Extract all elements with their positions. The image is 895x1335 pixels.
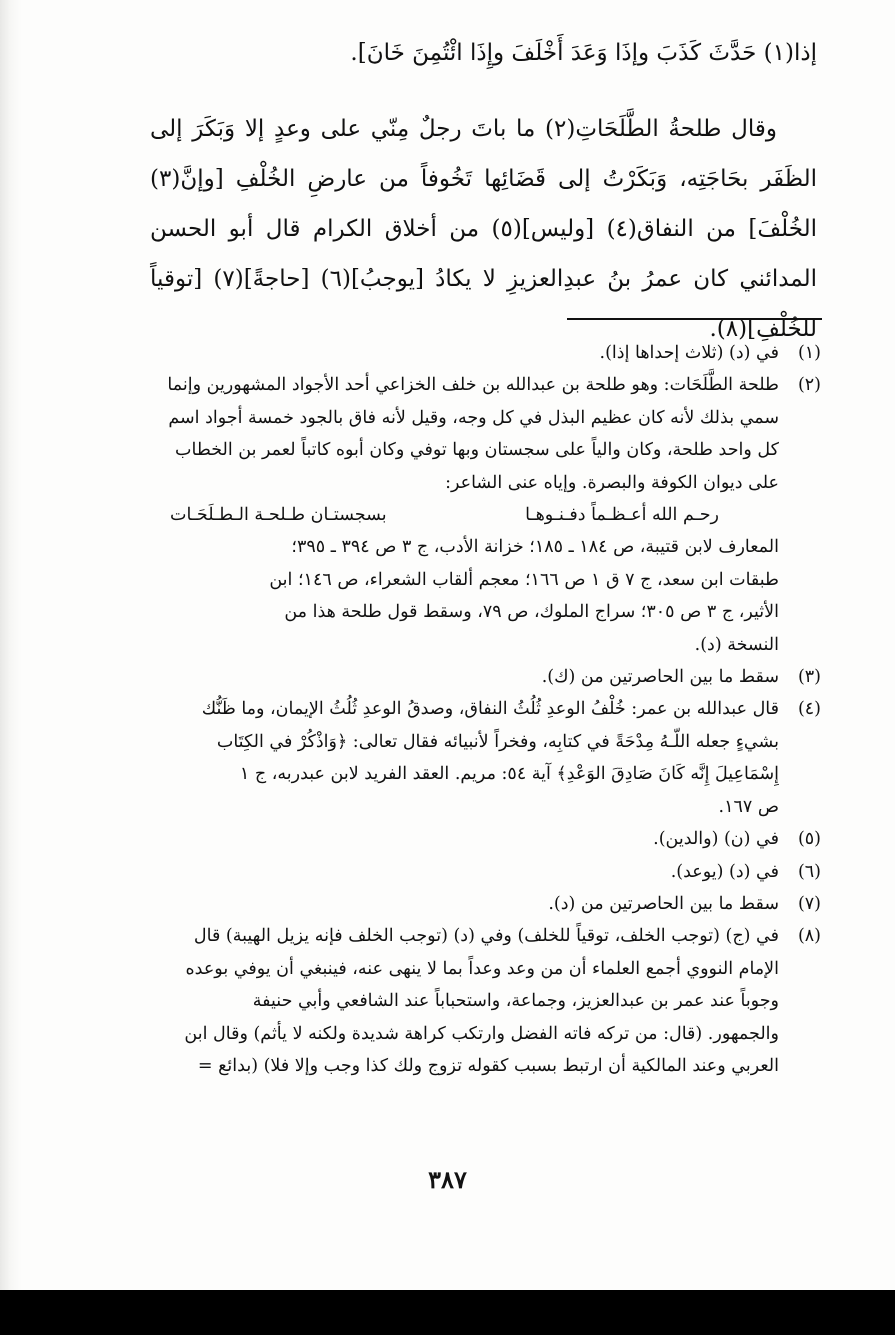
footnote-body xyxy=(150,337,779,369)
footnote-3 xyxy=(150,661,821,693)
footnote-1 xyxy=(150,337,821,369)
footnote-line: بشيءٍ جعله اللّـهُ مِدْحَةً في كتابِه، وفخراً لأنبيائه فقال تعالى: ﴿وَاذْكُرْ في الكِتَاب xyxy=(216,731,779,752)
footnote-number: (٤) xyxy=(797,699,821,720)
footnote-number: (٨) xyxy=(797,926,821,947)
footnote-number: (٦) xyxy=(797,861,821,882)
footnote-7 xyxy=(150,888,821,920)
poetry-verse xyxy=(150,499,779,531)
footnote-line: المعارف لابن قتيبة، ص ١٨٤ ـ ١٨٥؛ خزانة الأدب، ج ٣ ص ٣٩٤ ـ ٣٩٥؛ xyxy=(291,537,779,558)
main-text xyxy=(150,28,817,354)
footnote-line: وجوباً عند عمر بن عبدالعزيز، وجماعة، واستحباباً عند الشافعي وأبي حنيفة xyxy=(252,991,779,1012)
footnote-body xyxy=(150,693,779,823)
footnote-line: النسخة (د). xyxy=(694,634,779,655)
footnote-line: في (ج) (توجب الخلف، توقياً للخلف) وفي (د) (توجب الخلف فإنه يزيل الهيبة) قال xyxy=(193,926,779,947)
footnote-line: على ديوان الكوفة والبصرة. وإياه عنى الشاعر: xyxy=(445,472,779,493)
footnote-line: طلحة الطَّلَحَات: وهو طلحة بن عبدالله بن خلف الخزاعي أحد الأجواد المشهورين وإنما xyxy=(167,375,779,396)
footnote-number: (٢) xyxy=(797,375,821,396)
main-paragraph-1: إذا(١) حَدَّثَ كَذَبَ وإذَا وَعَدَ أَخْلَفَ وإِذَا ائْتُمِنَ خَانَ]. xyxy=(350,40,817,66)
footnote-line: في (د) (ثلاث إحداها إذا). xyxy=(599,343,779,363)
footnote-body xyxy=(150,661,779,693)
footnote-line: طبقات ابن سعد، ج ٧ ق ١ ص ١٦٦؛ معجم ألقاب الشعراء، ص ١٤٦؛ ابن xyxy=(269,569,779,590)
footnote-line: والجمهور. (قال: من تركه فاته الفضل وارتكب كراهة شديدة ولكنه لا يأثم) وقال ابن xyxy=(184,1023,779,1044)
footnote-6 xyxy=(150,856,821,888)
footnote-body xyxy=(150,369,779,661)
footnote-5 xyxy=(150,823,821,855)
footnote-line: إِسْمَاعِيلَ إِنَّه كَانَ صَادِقَ الوَعْدِ﴾ آية ٥٤: مريم. العقد الفريد لابن عبدربه، ج ١ xyxy=(239,764,779,785)
verse-hemistich-2: بسجستـان طـلحـة الـطـلَحَـات xyxy=(170,505,387,526)
scan-bottom-border xyxy=(0,1290,895,1335)
footnote-body xyxy=(150,888,779,920)
footnote-line: ص ١٦٧. xyxy=(718,796,779,817)
footnote-separator xyxy=(567,318,822,320)
page-number: ٣٨٧ xyxy=(428,1165,467,1194)
footnote-line: في (ن) (والدين). xyxy=(653,829,779,850)
footnote-body xyxy=(150,920,779,1082)
footnote-line: كل واحد طلحة، وكان والياً على سجستان وبها توفي وكان أبوه كاتباً لعمر بن الخطاب xyxy=(175,440,779,461)
footnote-number: (٥) xyxy=(797,829,821,850)
main-paragraph-2: وقال طلحةُ الطَّلَحَاتِ(٢) ما باتَ رجلٌ مِنّي على وعدٍ إلا وَبَكَرَ إلى الظَفَر بحَاجَتِه، وَبَكَرْتُ إلى قَضَائِها تَخُوفاً من عارضِ الخُلْفِ [وإنَّ(٣) الخُلْفَ] من النفاق(٤) [وليس](٥) من أخلاق الكرام قال أبو الحسن المدائني كان عمرُ بنُ عبدِالعزيزِ لا يكادُ [يوجبُ](٦) [حاجةً](٧) [توقياً للخُلْفِ](٨). xyxy=(150,116,817,342)
footnotes xyxy=(150,337,821,1082)
footnote-body xyxy=(150,856,779,888)
footnote-number: (١) xyxy=(797,343,821,363)
footnote-line: قال عبدالله بن عمر: خُلْفُ الوعدِ ثُلُثُ النفاق، وصدقُ الوعدِ ثُلُثُ الإيمان، وما ظَنُّك xyxy=(201,699,779,720)
footnote-line: العربي وعند المالكية أن ارتبط بسبب كقوله تزوج ولك كذا وجب وإلا فلا) (بدائع = xyxy=(197,1055,779,1076)
footnote-2 xyxy=(150,369,821,661)
footnote-number: (٣) xyxy=(797,667,821,688)
verse-hemistich-1: رحـم الله أعـظـماً دفـنـوهـا xyxy=(525,505,719,526)
page-gutter-shadow xyxy=(0,0,22,1290)
footnote-line: سقط ما بين الحاصرتين من (ك). xyxy=(541,667,779,688)
footnote-4 xyxy=(150,693,821,823)
footnote-number: (٧) xyxy=(797,893,821,914)
footnote-line: الأثير، ج ٣ ص ٣٠٥؛ سراج الملوك، ص ٧٩، وسقط قول طلحة هذا من xyxy=(284,602,779,623)
footnote-line: الإمام النووي أجمع العلماء أن من وعد وعداً بما لا ينهى عنه، فينبغي أن يوفي بوعده xyxy=(185,958,779,979)
footnote-line: سمي بذلك لأنه كان عظيم البذل في كل وجه، وقيل لأنه فاق بالجود خمسة أجواد اسم xyxy=(168,407,779,428)
footnote-body xyxy=(150,823,779,855)
footnote-line: سقط ما بين الحاصرتين من (د). xyxy=(548,893,779,914)
footnote-8 xyxy=(150,920,821,1082)
footnote-line: في (د) (يوعد). xyxy=(670,861,779,882)
